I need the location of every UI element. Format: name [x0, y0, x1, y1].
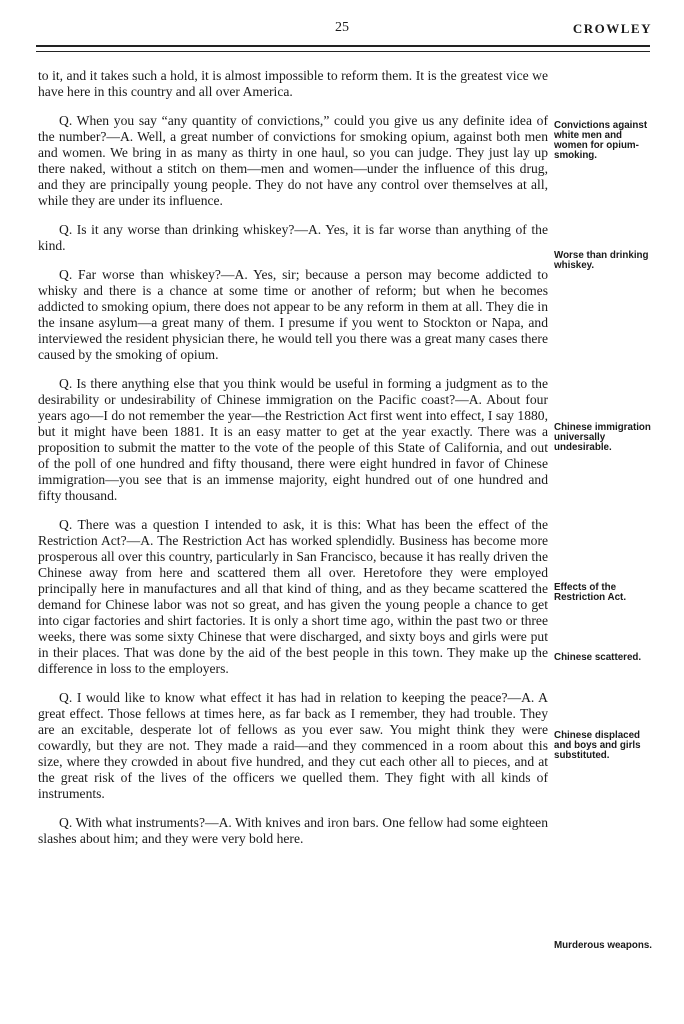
margin-note-restriction-act: Effects of the Restriction Act. — [554, 582, 627, 603]
paragraph-continued: to it, and it takes such a hold, it is almost impossible to reform them. It is the greatest vice we have here in this country and all over America. — [38, 68, 548, 99]
margin-note-chinese-scattered: Chinese scattered. — [554, 652, 642, 663]
paragraph-instruments: Q. With what instruments?—A. With knives and iron bars. One fellow had some eighteen slashes about him; and they were very bold here. — [38, 815, 548, 846]
page-number: 25 — [335, 20, 349, 35]
paragraph-restriction-act: Q. There was a question I intended to ask, it is this: What has been the effect of the Restriction Act?—A. The Restriction Act has worked splendidly. Business has become more prosperous all over this country, particularly in San Francisco, because it has really driven the Chinese away from here and scattered them all over. Heretofore they were employed principally here in manufactures and all that kind of thing, and as they became scattered the demand for Chinese labor was not so great, and has given the young people a chance to get into cigar factories and shirt factories. It is only a short time ago, within the past two or three weeks, there was some sixty Chinese that were discharged, and sixty boys and girls were put in their places. That was done by the aid of the best people in this town. They make up the difference in loss to the employers. — [38, 517, 548, 676]
paragraph-worse-than-whiskey: Q. Is it any worse than drinking whiskey?—A. Yes, it is far worse than anything of the kind. — [38, 222, 548, 253]
margin-note-chinese-displaced: Chinese displaced and boys and girls substituted. — [554, 730, 641, 761]
header-rule-top — [36, 45, 650, 47]
header-rule-bottom — [36, 51, 650, 52]
body-text — [38, 68, 548, 860]
running-header-title: CROWLEY — [572, 21, 652, 36]
margin-note-convictions: Convictions against white men and women for opium-smoking. — [554, 120, 648, 161]
margin-note-murderous-weapons: Murderous weapons. — [554, 940, 652, 951]
paragraph-immigration-vote: Q. Is there anything else that you think would be useful in forming a judgment as to the desirability or undesirability of Chinese immigration on the Pacific coast?—A. About four years ago—I do not remember the year—the Restriction Act first went into effect, I say 1880, but it might have been 1881. It is an easy matter to get at the year exactly. There was a proposition to submit the matter to the vote of the people of this State of California, and out of the poll of one hundred and fifty thousand, there were eight hundred in favor of Chinese immigration—you see that is an immense majority, eight hundred out of one hundred and fifty thousand. — [38, 376, 548, 503]
margin-note-immigration-undesirable: Chinese immigration universally undesirable. — [554, 422, 651, 453]
paragraph-keeping-peace: Q. I would like to know what effect it has had in relation to keeping the peace?—A. A great effect. Those fellows at times here, as far back as I remember, they had trouble. They are an excitable, desperate lot of fellows as you ever saw. You might think they were cowardly, but they are not. They made a raid—and they commenced in a room about this size, where they crowded in about five hundred, and they cut each other all to pieces, and at the great risk of the lives of the officers we quelled them. They fight with all kinds of instruments. — [38, 690, 548, 801]
margin-note-worse-than-drinking: Worse than drinking whiskey. — [554, 250, 649, 271]
paragraph-insane-asylum: Q. Far worse than whiskey?—A. Yes, sir; because a person may become addicted to whisky and there is a chance at some time or another of reform; but when he becomes addicted to smoking opium, there does not appear to be any reform in them at all. They die in the insane asylum—a great many of them. I presume if you went to Stockton or Napa, and interviewed the resident physician there, he would tell you there was a great many cases there caused by the smoking of opium. — [38, 267, 548, 362]
paragraph-convictions: Q. When you say “any quantity of convictions,” could you give us any definite idea of the number?—A. Well, a great number of convictions for smoking opium, against both men and women. We bring in as many as thirty in one haul, so you can judge. They just lay up there naked, without a stitch on them—men and women—under the influence of this drug, and they are principally young people. They do not have any control over themselves at all, while they are under its influence. — [38, 113, 548, 208]
